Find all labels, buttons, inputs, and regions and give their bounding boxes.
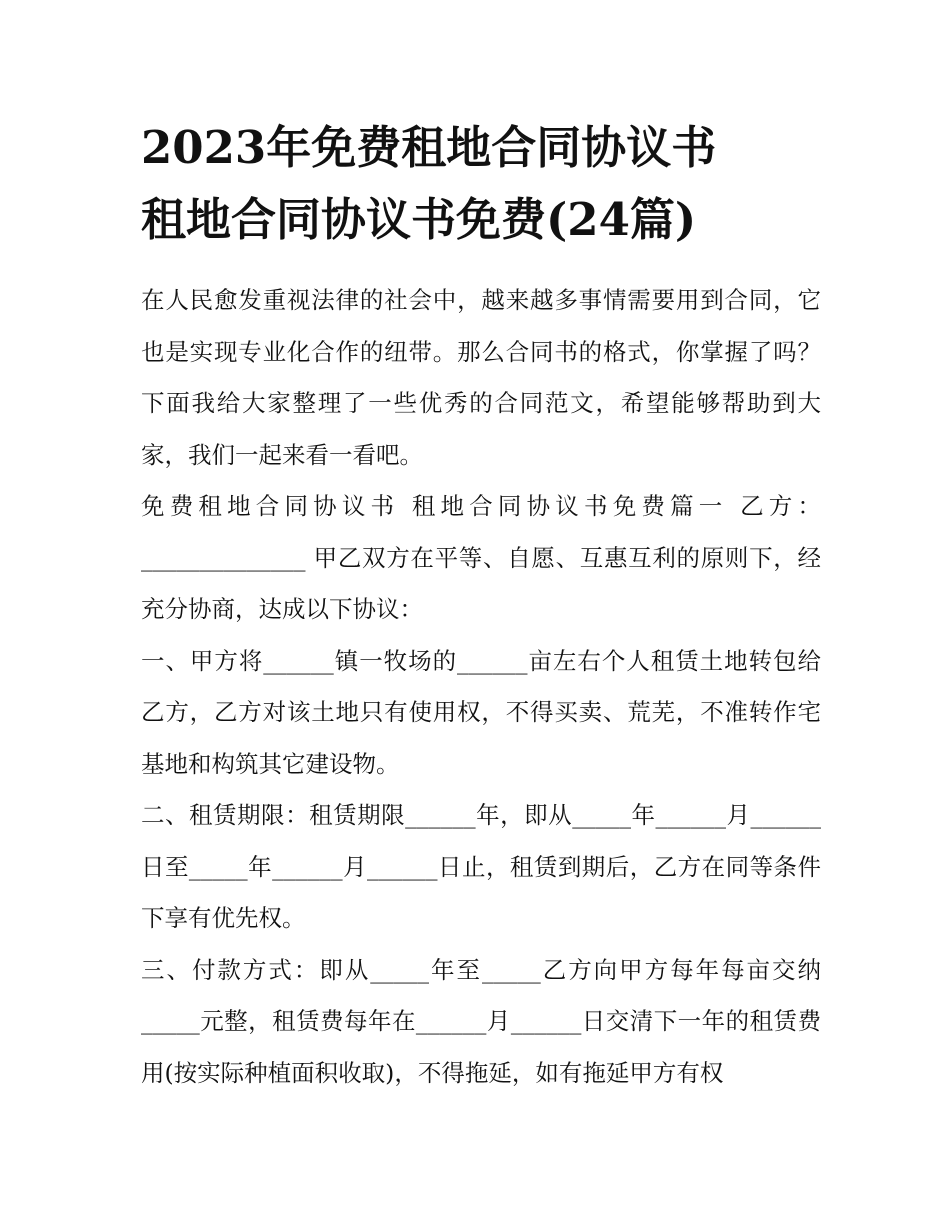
clause-2-paragraph: 二、租赁期限：租赁期限______年，即从_____年______月______日至_____年______月______日止，租赁到期后，乙方在同等条件下享有优先权。 bbox=[141, 801, 821, 932]
section-heading-paragraph: 免费租地合同协议书 租地合同协议书免费篇一 乙方：______________ 甲乙双方在平等、自愿、互惠互利的原则下，经充分协商，达成以下协议： bbox=[141, 492, 821, 623]
document-page bbox=[141, 112, 821, 1099]
clause-3-paragraph: 三、付款方式：即从_____年至_____乙方向甲方每年每亩交纳_____元整，租赁费每年在______月______日交清下一年的租赁费用(按实际种植面积收取)，不得拖延，如有拖延甲方有权 bbox=[141, 955, 821, 1087]
document-body bbox=[141, 275, 821, 1099]
intro-paragraph: 在人民愈发重视法律的社会中，越来越多事情需要用到合同，它也是实现专业化合作的纽带。那么合同书的格式，你掌握了吗？下面我给大家整理了一些优秀的合同范文，希望能够帮助到大家，我们一起来看一看吧。 bbox=[141, 286, 821, 469]
title-line-2: 租地合同协议书免费(24篇) bbox=[141, 193, 697, 246]
document-title bbox=[141, 112, 821, 256]
title-line-1: 2023年免费租地合同协议书 bbox=[141, 121, 717, 174]
clause-1-paragraph: 一、甲方将______镇一牧场的______亩左右个人租赁土地转包给乙方，乙方对该土地只有使用权，不得买卖、荒芜，不准转作宅基地和构筑其它建设物。 bbox=[141, 646, 821, 778]
